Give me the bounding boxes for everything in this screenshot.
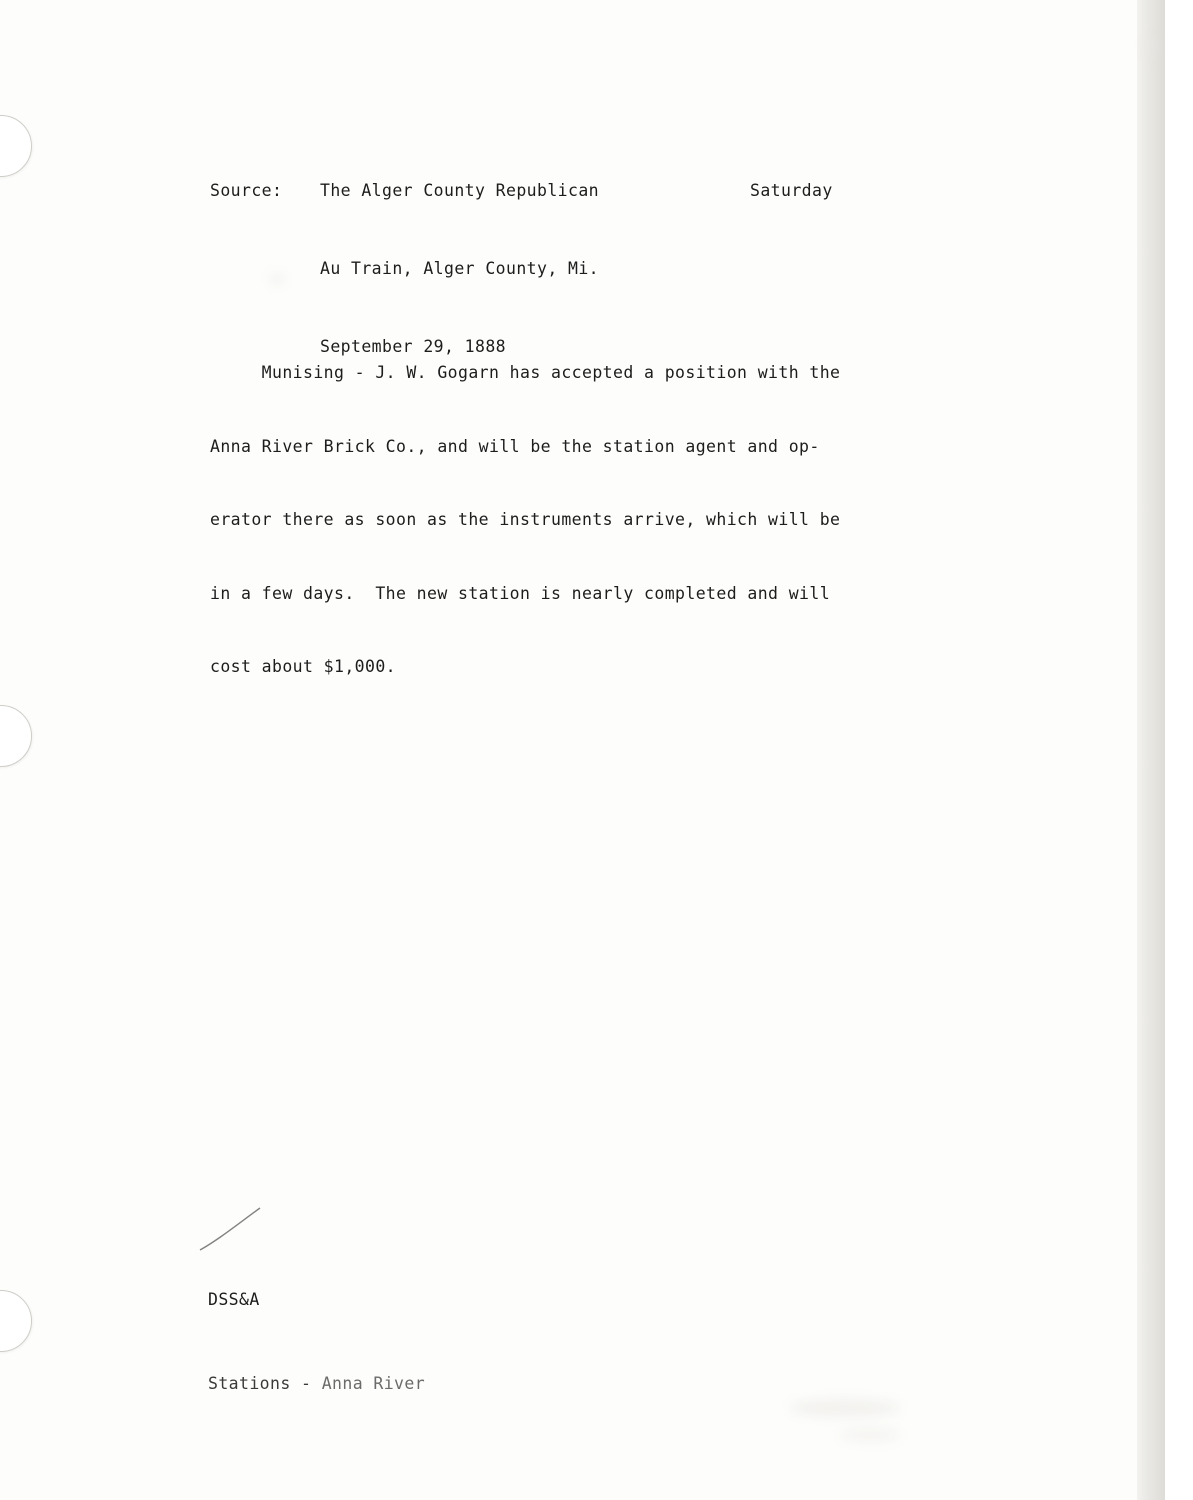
source-publication-row — [210, 178, 599, 204]
weekday-label: Saturday — [750, 181, 833, 200]
scan-smudge — [1145, 40, 1153, 54]
scan-smudge — [790, 1400, 900, 1416]
source-date: September 29, 1888 — [320, 337, 507, 356]
source-publication: The Alger County Republican — [320, 181, 600, 200]
scan-edge — [1137, 0, 1165, 1500]
punch-hole-bottom — [0, 1290, 32, 1352]
body-line: Anna River Brick Co., and will be the station agent and op- — [210, 436, 820, 456]
footer-category — [208, 1370, 425, 1398]
article-body — [210, 312, 950, 729]
source-label: Source: — [210, 181, 283, 200]
body-line: Munising - J. W. Gogarn has accepted a position with the — [210, 363, 841, 382]
punch-hole-top — [0, 115, 32, 177]
punch-hole-middle — [0, 705, 32, 767]
body-line: erator there as soon as the instruments arrive, which will be — [210, 510, 841, 529]
scan-smudge — [840, 1430, 900, 1440]
archive-footer — [208, 1230, 425, 1454]
footer-category-prefix: Stations - — [208, 1374, 322, 1393]
source-place: Au Train, Alger County, Mi. — [320, 259, 600, 278]
footer-category-value: Anna River — [321, 1374, 426, 1393]
body-line: in a few days. The new station is nearly completed and will — [210, 583, 831, 603]
footer-railroad: DSS&A — [208, 1290, 260, 1309]
source-place-row — [210, 256, 599, 282]
body-line: cost about $1,000. — [210, 657, 397, 676]
